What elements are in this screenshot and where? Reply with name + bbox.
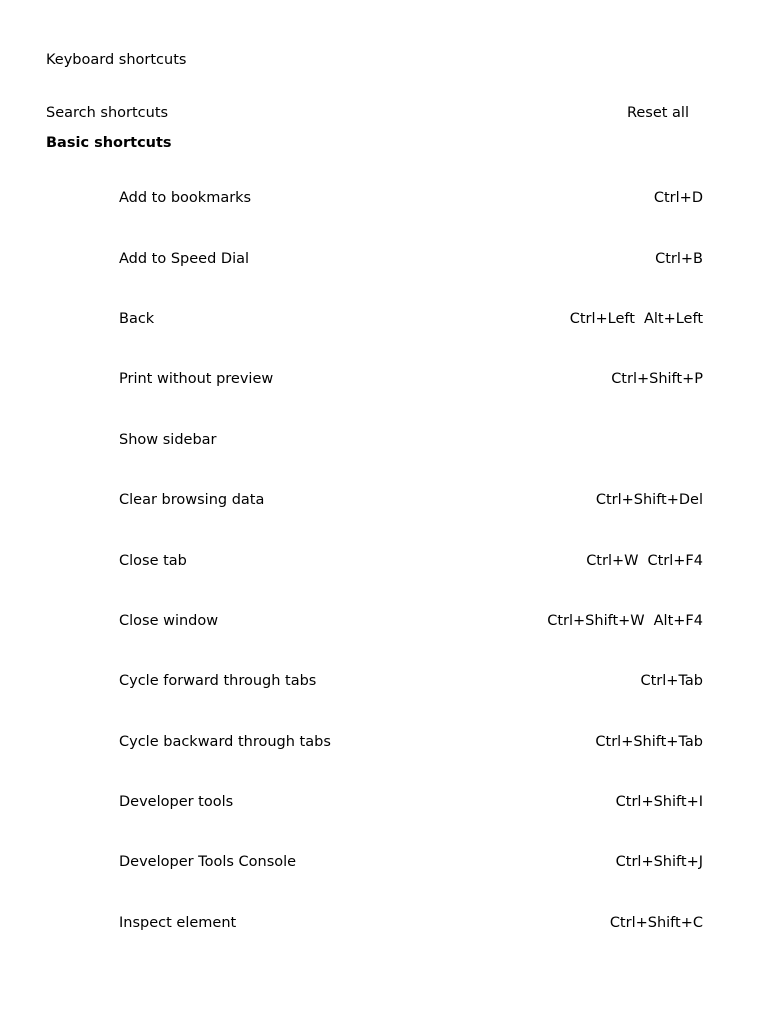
shortcut-name: Back [119,310,155,327]
shortcut-key-combo[interactable]: Ctrl+B [655,250,703,267]
shortcut-name: Add to Speed Dial [119,250,250,267]
shortcut-key-combo[interactable]: Ctrl+Tab [640,673,703,690]
shortcut-row[interactable] [119,410,703,470]
shortcut-key-combo[interactable]: Ctrl+Shift+J [615,854,703,871]
shortcut-key-combo[interactable]: Ctrl+F4 [647,552,703,569]
shortcut-name: Inspect element [119,914,237,931]
shortcut-row[interactable] [119,591,703,651]
shortcut-row[interactable] [119,470,703,530]
search-shortcuts-input[interactable]: Search shortcuts [46,105,169,121]
shortcut-key-combo[interactable]: Alt+Left [643,310,703,327]
shortcut-name: Add to bookmarks [119,190,252,207]
shortcut-key-combo[interactable]: Ctrl+Left [569,310,635,327]
shortcut-row[interactable] [119,651,703,711]
shortcut-key-combo[interactable]: Ctrl+Shift+P [611,371,703,388]
shortcut-list [119,168,703,953]
shortcut-name: Cycle forward through tabs [119,673,317,690]
shortcut-name: Clear browsing data [119,492,265,509]
shortcut-keys [595,734,703,750]
shortcut-row[interactable] [119,289,703,349]
shortcut-name: Show sidebar [119,431,217,448]
page-title: Keyboard shortcuts [46,52,187,68]
shortcut-keys [596,492,703,508]
shortcut-key-combo[interactable]: Ctrl+Shift+I [615,794,703,811]
shortcut-key-combo[interactable]: Ctrl+Shift+W [547,612,645,629]
shortcut-keys [655,251,703,267]
shortcut-name: Cycle backward through tabs [119,733,331,750]
shortcut-row[interactable] [119,832,703,892]
shortcut-keys [570,311,703,327]
shortcut-keys [547,613,703,629]
shortcut-row[interactable] [119,893,703,953]
shortcut-keys [616,794,703,810]
shortcut-keys [641,673,704,689]
shortcut-keys [611,371,703,387]
shortcut-row[interactable] [119,168,703,228]
shortcut-keys [616,854,703,870]
shortcut-name: Close tab [119,552,187,569]
shortcut-keys [610,915,703,931]
shortcut-row[interactable] [119,349,703,409]
shortcut-name: Developer Tools Console [119,854,297,871]
shortcut-key-combo[interactable]: Alt+F4 [653,612,703,629]
shortcut-keys [586,553,703,569]
reset-all-button[interactable]: Reset all [626,105,689,121]
shortcut-key-combo[interactable]: Ctrl+Shift+C [609,914,703,931]
shortcut-key-combo[interactable]: Ctrl+Shift+Tab [595,733,703,750]
shortcut-row[interactable] [119,712,703,772]
shortcut-key-combo[interactable]: Ctrl+D [653,190,703,207]
shortcut-key-combo[interactable]: Ctrl+Shift+Del [595,492,703,509]
shortcut-name: Developer tools [119,794,234,811]
shortcut-row[interactable] [119,530,703,590]
shortcut-key-combo[interactable]: Ctrl+W [586,552,639,569]
section-title-basic-shortcuts: Basic shortcuts [46,135,172,151]
shortcut-name: Close window [119,612,219,629]
shortcut-row[interactable] [119,228,703,288]
shortcut-row[interactable] [119,772,703,832]
shortcut-keys [654,190,703,206]
shortcut-name: Print without preview [119,371,274,388]
